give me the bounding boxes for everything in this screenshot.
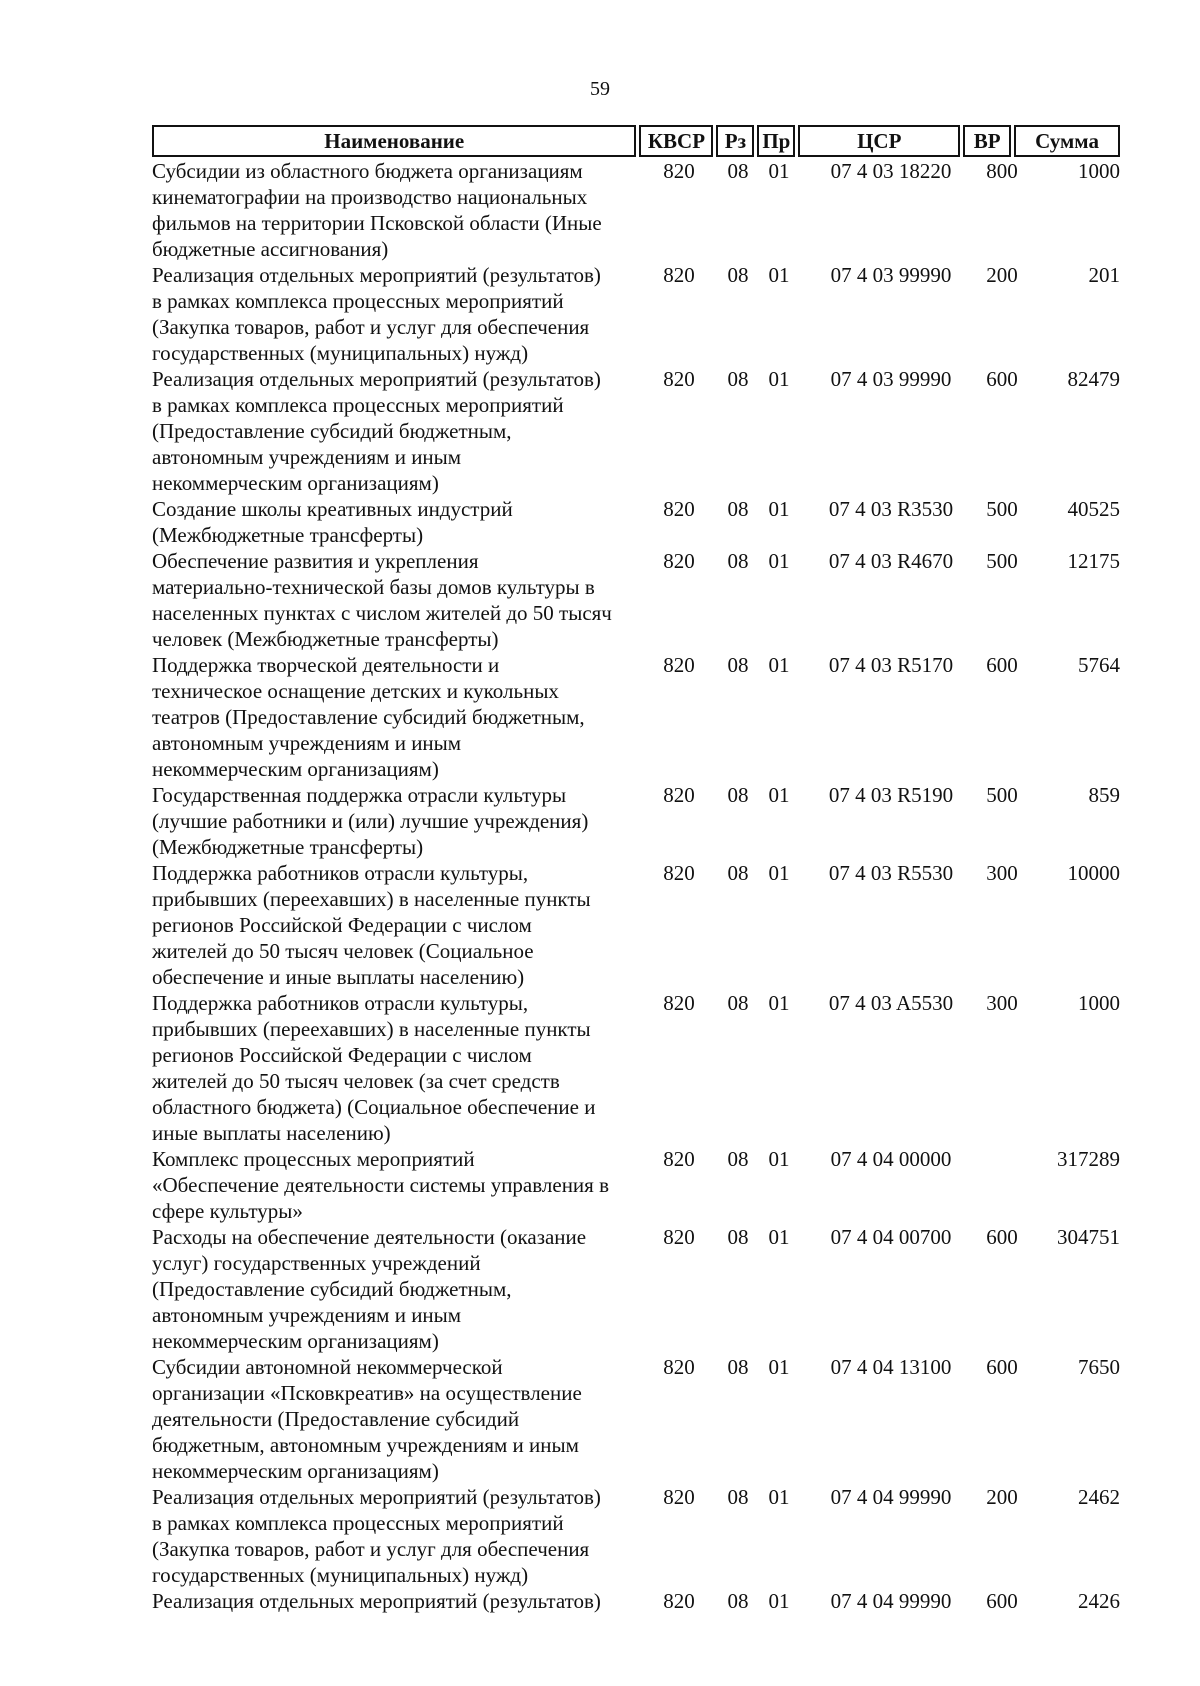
cell-pr: 01 [768,653,790,677]
table-row [152,262,1120,366]
cell-csr: 07 4 04 13100 [830,1355,952,1379]
cell-sum: 1000 [1078,991,1120,1015]
cell-pr: 01 [768,991,790,1015]
row-name-line: автономным учреждениям и иным [152,731,462,755]
cell-sum: 5764 [1078,653,1120,677]
cell-csr: 07 4 04 00000 [830,1147,952,1171]
row-name-line: жителей до 50 тысяч человек (Социальное [152,939,534,963]
cell-vr: 500 [986,783,1018,807]
row-name-line: сфере культуры» [152,1199,303,1223]
row-name-line: Расходы на обеспечение деятельности (оказание [152,1225,587,1249]
row-name [152,496,637,548]
header-kvsr: КВСР [639,125,713,157]
row-name-line: Комплекс процессных мероприятий [152,1147,475,1171]
cell-kvsr: 820 [663,783,695,807]
cell-pr: 01 [768,1147,790,1171]
table-row [152,158,1120,262]
table-row [152,782,1120,860]
cell-kvsr: 820 [663,1589,695,1613]
row-name-line: автономным учреждениям и иным [152,1303,462,1327]
row-name [152,158,637,262]
row-name-line: Реализация отдельных мероприятий (результатов) [152,263,601,287]
cell-kvsr: 820 [663,1485,695,1509]
row-name-line: прибывших (переехавших) в населенные пункты [152,887,591,911]
row-name-line: кинематографии на производство национальных [152,185,588,209]
row-name-line: (Межбюджетные трансферты) [152,835,424,859]
cell-kvsr: 820 [663,1225,695,1249]
row-name-line: фильмов на территории Псковской области (Иные [152,211,602,235]
table-row [152,1354,1120,1484]
row-name [152,1588,637,1614]
cell-vr: 600 [986,1589,1018,1613]
row-name-line: услуг) государственных учреждений [152,1251,481,1275]
cell-csr: 07 4 03 R4670 [828,549,954,573]
cell-sum: 2426 [1078,1589,1120,1613]
table-header [152,125,1120,157]
cell-rz: 08 [727,263,749,287]
row-name [152,1484,637,1588]
cell-pr: 01 [768,263,790,287]
cell-csr: 07 4 03 18220 [830,159,952,183]
cell-vr: 300 [986,861,1018,885]
cell-sum: 12175 [1067,549,1120,573]
cell-pr: 01 [768,549,790,573]
table-row [152,1224,1120,1354]
row-name-line: (Межбюджетные трансферты) [152,523,424,547]
row-name-line: (Предоставление субсидий бюджетным, [152,419,512,443]
cell-pr: 01 [768,1589,790,1613]
cell-pr: 01 [768,1355,790,1379]
cell-rz: 08 [727,1485,749,1509]
row-name-line: «Обеспечение деятельности системы управления в [152,1173,609,1197]
cell-kvsr: 820 [663,549,695,573]
cell-kvsr: 820 [663,653,695,677]
cell-vr: 500 [986,549,1018,573]
cell-sum: 40525 [1067,497,1120,521]
cell-sum: 317289 [1057,1147,1120,1171]
row-name-line: некоммерческим организациям) [152,471,439,495]
cell-rz: 08 [727,549,749,573]
cell-rz: 08 [727,783,749,807]
row-name-line: автономным учреждениям и иным [152,445,462,469]
row-name [152,990,637,1146]
row-name-line: государственных (муниципальных) нужд) [152,1563,529,1587]
cell-sum: 304751 [1057,1225,1120,1249]
cell-rz: 08 [727,159,749,183]
cell-vr: 200 [986,263,1018,287]
cell-kvsr: 820 [663,263,695,287]
cell-rz: 08 [727,653,749,677]
row-name [152,1224,637,1354]
cell-csr: 07 4 03 R5530 [828,861,954,885]
row-name-line: регионов Российской Федерации с числом [152,913,532,937]
row-name-line: Реализация отдельных мероприятий (результатов) [152,367,601,391]
row-name-line: деятельности (Предоставление субсидий [152,1407,520,1431]
cell-sum: 201 [1088,263,1120,287]
table-body [152,158,1120,1614]
cell-rz: 08 [727,367,749,391]
row-name-line: Обеспечение развития и укрепления [152,549,479,573]
cell-csr: 07 4 03 99990 [830,367,952,391]
row-name-line: Реализация отдельных мероприятий (результатов) [152,1589,601,1613]
row-name-line: жителей до 50 тысяч человек (за счет средств [152,1069,560,1093]
cell-vr: 200 [986,1485,1018,1509]
cell-kvsr: 820 [663,861,695,885]
header-rz: Рз [716,125,754,157]
cell-csr: 07 4 04 99990 [830,1589,952,1613]
cell-kvsr: 820 [663,991,695,1015]
cell-rz: 08 [727,1147,749,1171]
row-name-line: Поддержка творческой деятельности и [152,653,500,677]
row-name-line: театров (Предоставление субсидий бюджетным, [152,705,585,729]
row-name-line: Создание школы креативных индустрий [152,497,513,521]
cell-sum: 2462 [1078,1485,1120,1509]
row-name-line: (лучшие работники и (или) лучшие учреждения) [152,809,589,833]
row-name [152,366,637,496]
row-name [152,782,637,860]
cell-sum: 10000 [1067,861,1120,885]
cell-vr: 800 [986,159,1018,183]
cell-rz: 08 [727,861,749,885]
cell-csr: 07 4 04 00700 [830,1225,952,1249]
cell-pr: 01 [768,783,790,807]
cell-pr: 01 [768,861,790,885]
row-name-line: в рамках комплекса процессных мероприятий [152,393,564,417]
cell-rz: 08 [727,497,749,521]
row-name-line: человек (Межбюджетные трансферты) [152,627,499,651]
cell-csr: 07 4 04 99990 [830,1485,952,1509]
cell-sum: 82479 [1067,367,1120,391]
header-name: Наименование [152,125,636,157]
row-name-line: материально-технической базы домов культуры в [152,575,595,599]
row-name [152,860,637,990]
cell-vr: 600 [986,1225,1018,1249]
cell-kvsr: 820 [663,367,695,391]
row-name-line: населенных пунктах с числом жителей до 50 тысяч [152,601,612,625]
row-name-line: бюджетные ассигнования) [152,237,389,261]
row-name-line: организации «Псковкреатив» на осуществление [152,1381,582,1405]
header-vr: ВР [963,125,1011,157]
cell-vr: 600 [986,1355,1018,1379]
row-name-line: регионов Российской Федерации с числом [152,1043,532,1067]
row-name-line: Субсидии из областного бюджета организациям [152,159,583,183]
header-csr: ЦСР [798,125,960,157]
cell-vr: 600 [986,367,1018,391]
row-name-line: в рамках комплекса процессных мероприятий [152,1511,564,1535]
cell-pr: 01 [768,159,790,183]
cell-vr: 500 [986,497,1018,521]
cell-pr: 01 [768,1225,790,1249]
row-name-line: областного бюджета) (Социальное обеспечение и [152,1095,596,1119]
cell-pr: 01 [768,367,790,391]
row-name-line: некоммерческим организациям) [152,757,439,781]
row-name-line: некоммерческим организациям) [152,1329,439,1353]
cell-rz: 08 [727,1225,749,1249]
cell-rz: 08 [727,1355,749,1379]
table-row [152,860,1120,990]
header-pr: Пр [757,125,795,157]
row-name-line: в рамках комплекса процессных мероприятий [152,289,564,313]
table-row [152,366,1120,496]
cell-csr: 07 4 03 R5190 [828,783,954,807]
table-row [152,652,1120,782]
row-name-line: некоммерческим организациям) [152,1459,439,1483]
cell-pr: 01 [768,1485,790,1509]
cell-sum: 1000 [1078,159,1120,183]
row-name-line: бюджетным, автономным учреждениям и иным [152,1433,579,1457]
table-row [152,548,1120,652]
row-name-line: Поддержка работников отрасли культуры, [152,991,529,1015]
row-name-line: обеспечение и иные выплаты населению) [152,965,525,989]
row-name-line: (Закупка товаров, работ и услуг для обеспечения [152,1537,590,1561]
table-row [152,1146,1120,1224]
row-name-line: техническое оснащение детских и кукольных [152,679,559,703]
row-name [152,1354,637,1484]
cell-vr: 300 [986,991,1018,1015]
header-sum: Сумма [1014,125,1120,157]
row-name-line: государственных (муниципальных) нужд) [152,341,529,365]
cell-csr: 07 4 03 A5530 [828,991,954,1015]
cell-csr: 07 4 03 R5170 [828,653,954,677]
cell-kvsr: 820 [663,159,695,183]
row-name [152,1146,637,1224]
cell-csr: 07 4 03 R3530 [828,497,954,521]
row-name [152,548,637,652]
cell-sum: 859 [1088,783,1120,807]
cell-sum: 7650 [1078,1355,1120,1379]
table-row [152,990,1120,1146]
row-name-line: Реализация отдельных мероприятий (результатов) [152,1485,601,1509]
cell-rz: 08 [727,1589,749,1613]
row-name [152,652,637,782]
row-name-line: иные выплаты населению) [152,1121,391,1145]
row-name-line: прибывших (переехавших) в населенные пункты [152,1017,591,1041]
cell-rz: 08 [727,991,749,1015]
cell-kvsr: 820 [663,1147,695,1171]
row-name [152,262,637,366]
row-name-line: Субсидии автономной некоммерческой [152,1355,503,1379]
cell-kvsr: 820 [663,497,695,521]
page-number: 59 [590,78,610,100]
table-row [152,496,1120,548]
cell-kvsr: 820 [663,1355,695,1379]
row-name-line: Поддержка работников отрасли культуры, [152,861,529,885]
cell-pr: 01 [768,497,790,521]
table-row [152,1484,1120,1588]
table-row [152,1588,1120,1614]
cell-vr: 600 [986,653,1018,677]
row-name-line: (Закупка товаров, работ и услуг для обеспечения [152,315,590,339]
row-name-line: Государственная поддержка отрасли культуры [152,783,567,807]
row-name-line: (Предоставление субсидий бюджетным, [152,1277,512,1301]
cell-csr: 07 4 03 99990 [830,263,952,287]
